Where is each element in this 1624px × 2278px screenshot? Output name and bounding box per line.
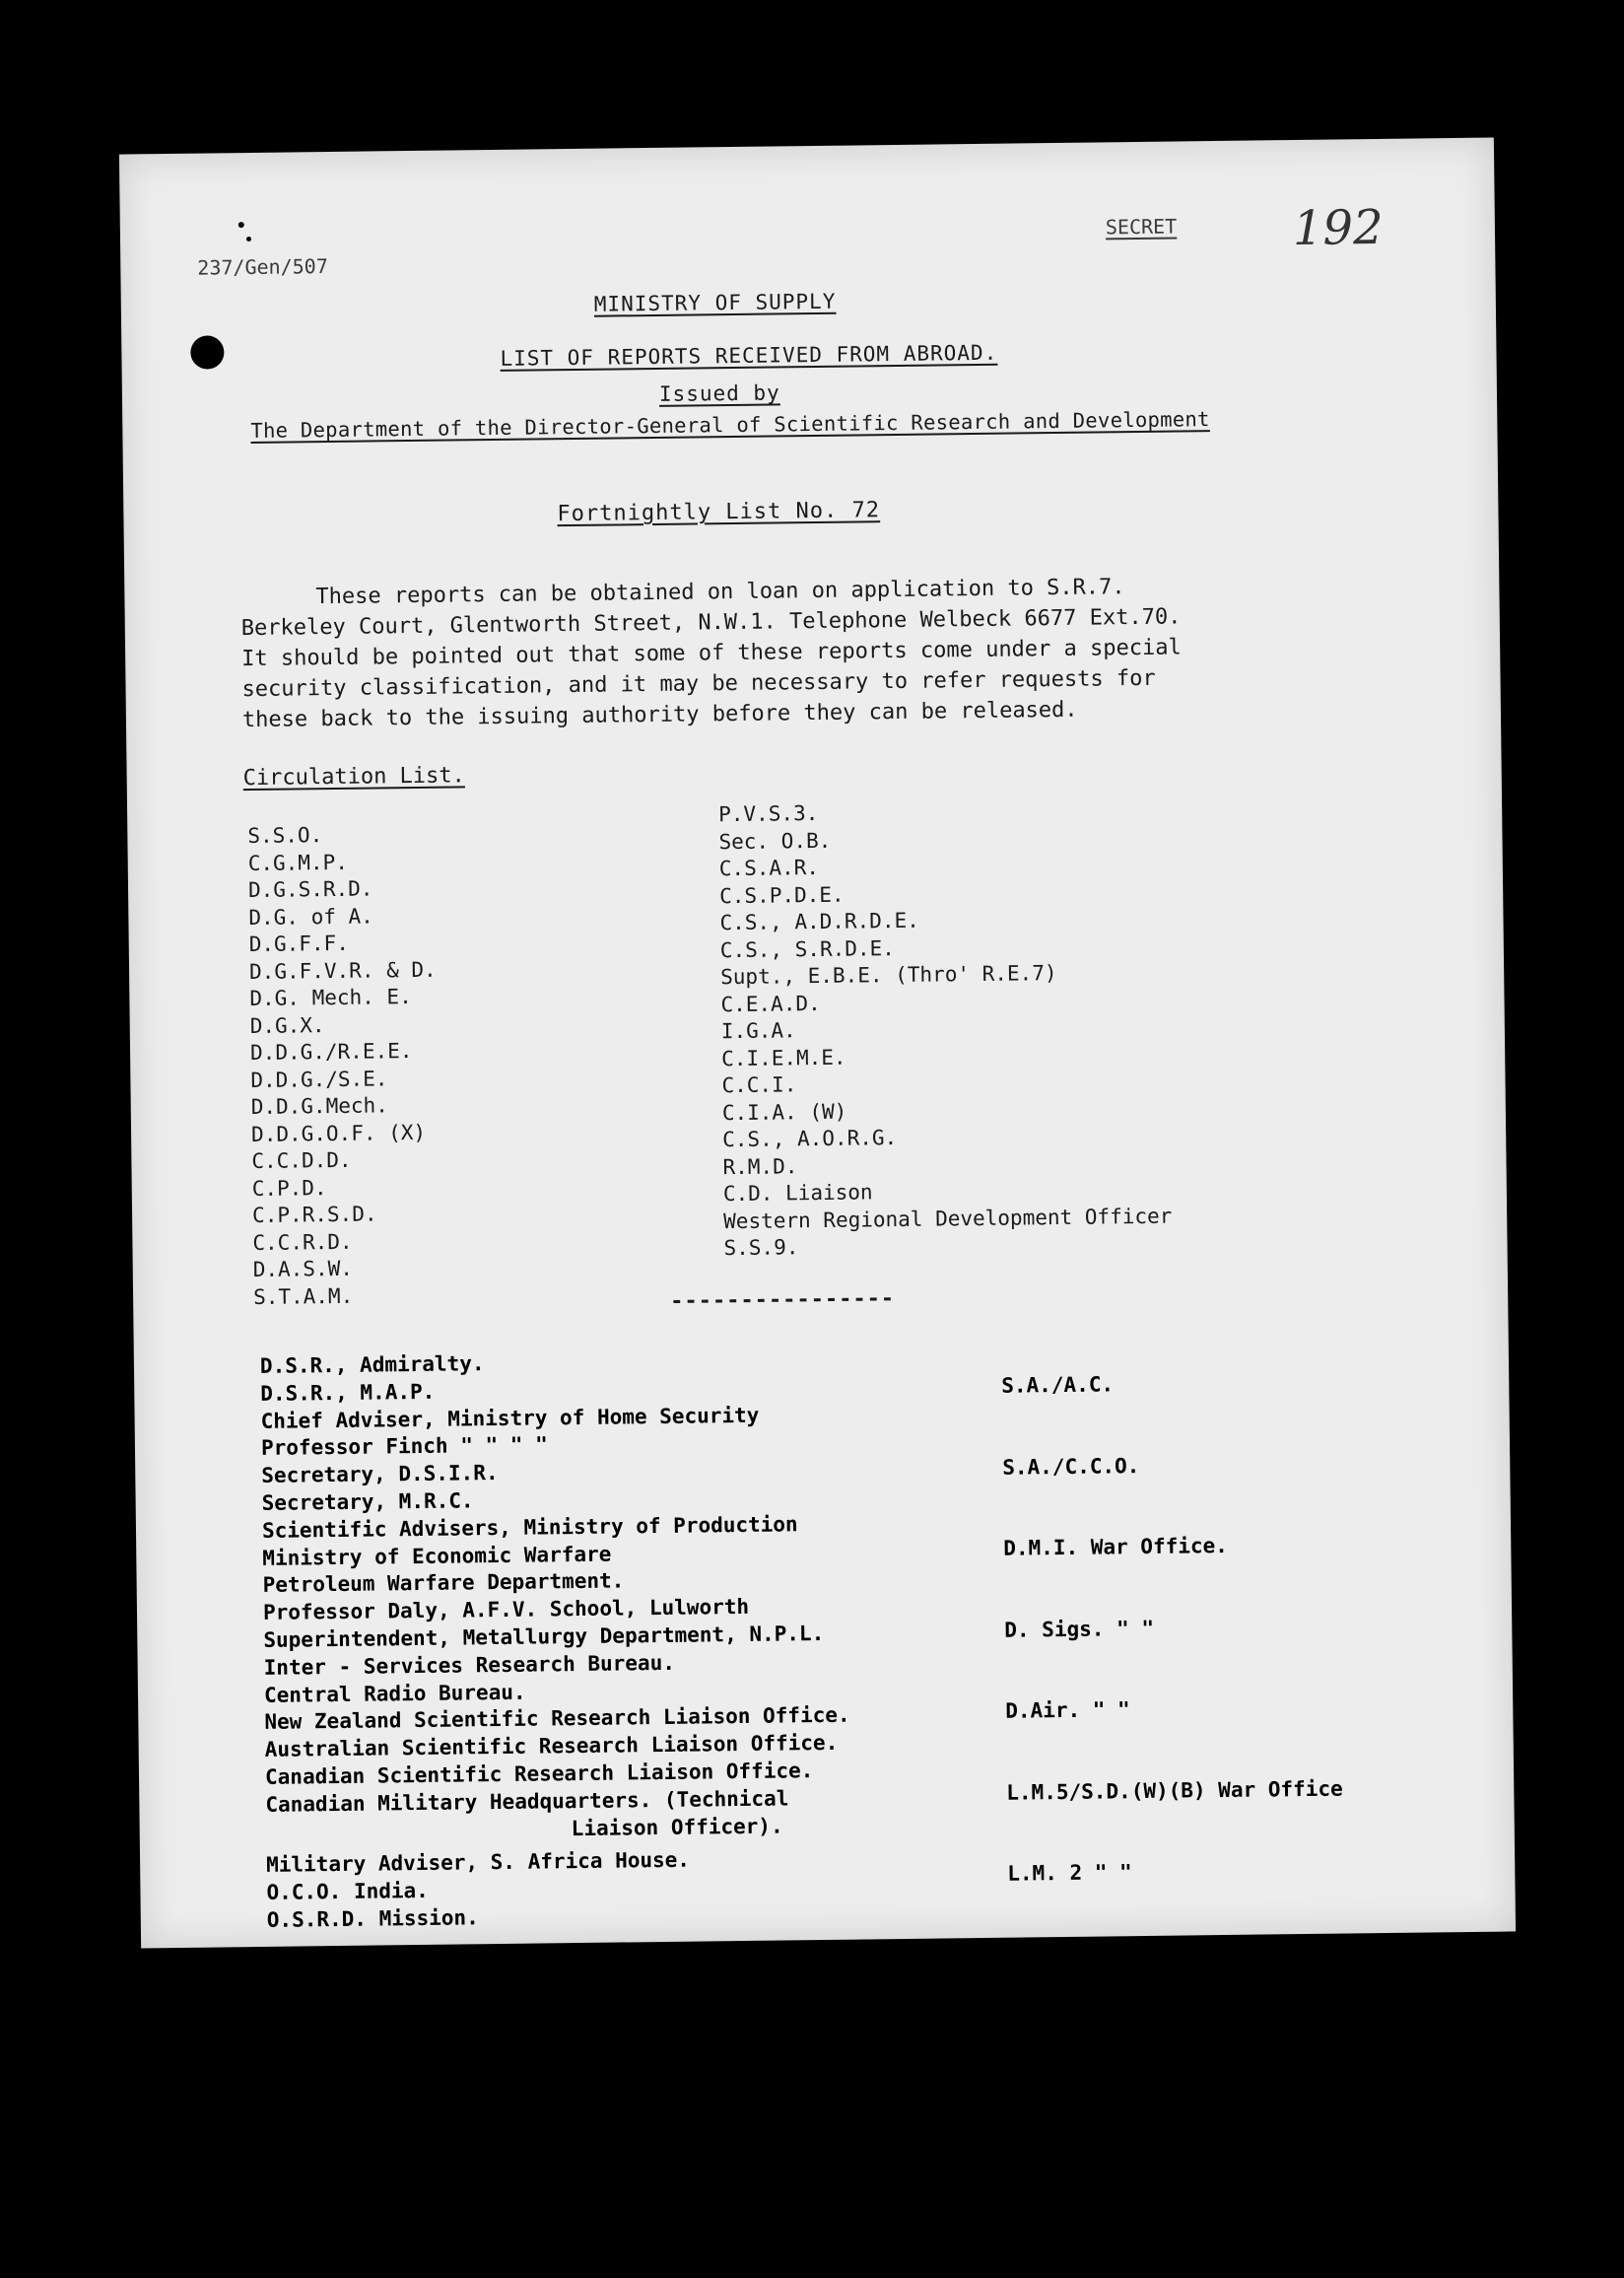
circulation-heading: Circulation List.: [242, 763, 465, 792]
list-item: C.I.A. (W): [721, 1099, 847, 1125]
list-item: D.S.R., Admiralty.: [259, 1351, 485, 1378]
list-item: D.M.T. (M.T.8) " ": [1008, 1940, 1234, 1967]
external-list-left: [260, 1346, 852, 1935]
punch-hole: [190, 335, 224, 369]
issued-by: Issued by: [658, 380, 780, 406]
list-item: D.D.G.O.F. (X): [250, 1120, 427, 1146]
list-item: C.P.D.: [251, 1175, 327, 1201]
list-item: Canadian Scientific Research Liaison Office.: [264, 1759, 814, 1789]
circulation-list-left: [247, 821, 440, 1311]
list-item: Scientific Advisers, Ministry of Production: [261, 1512, 798, 1543]
list-item: S.A./C.C.O.: [1002, 1453, 1140, 1480]
list-item: C.D. Liaison: [722, 1180, 873, 1207]
list-item: Military Adviser, S. Africa House.: [266, 1847, 691, 1878]
list-item: D.G. of A.: [248, 903, 373, 930]
list-item: D.G.F.V.R. & D.: [248, 957, 437, 984]
intro-line: Berkeley Court, Glentworth Street, N.W.1. Telephone Welbeck 6677 Ext.70.: [240, 604, 1182, 642]
list-item: C.C.R.D.: [252, 1229, 353, 1255]
list-item: D. Sigs. " ": [1004, 1616, 1155, 1642]
intro-line: these back to the issuing authority before they can be released.: [241, 697, 1078, 733]
list-item: Australian Scientific Research Liaison Office.: [264, 1730, 839, 1762]
document-page: [119, 138, 1516, 2211]
department-name: The Department of the Director-General of Scientific Research and Development: [250, 407, 1210, 443]
list-item: D.G.X.: [249, 1012, 325, 1038]
list-item: Superintendent, Metallurgy Department, N.P.L.: [263, 1621, 825, 1652]
list-item: C.S., A.D.R.D.E.: [719, 908, 919, 935]
list-item: C.S., A.O.R.G.: [722, 1126, 898, 1152]
intro-line: It should be pointed out that some of these reports come under a special: [241, 635, 1182, 672]
list-item: L.M.5/S.D.(W)(B) War Office: [1006, 1776, 1343, 1805]
list-item: D.Air. " ": [1005, 1697, 1130, 1723]
list-item: D.A.S.W.: [252, 1256, 354, 1282]
list-item: Secretary, M.R.C.: [261, 1488, 474, 1515]
list-item: P.V.S.3.: [718, 800, 819, 827]
intro-line: security classification, and it may be necessary to refer requests for: [241, 665, 1156, 703]
list-item: C.I.E.M.E.: [721, 1045, 846, 1070]
list-item: Liaison Officer).: [571, 1814, 783, 1840]
classification-stamp: SECRET: [1105, 214, 1178, 240]
ink-speck: [246, 237, 251, 242]
list-item: L.M. 2 " ": [1007, 1860, 1132, 1886]
list-item: Inter - Services Research Bureau.: [263, 1650, 676, 1680]
intro-paragraph: [240, 571, 1182, 735]
list-item: D.G.F.F.: [248, 931, 350, 957]
list-item: Secretary, D.S.I.R.: [261, 1461, 499, 1488]
list-item: S.T.A.M.: [252, 1283, 354, 1309]
list-item: C.S.A.R.: [718, 855, 820, 881]
list-item: I.G.A.: [720, 1018, 796, 1044]
ink-speck: [238, 222, 244, 228]
list-item: D.D.G./R.E.E.: [249, 1039, 413, 1066]
list-number: Fortnightly List No. 72: [557, 498, 881, 527]
list-item: D.G.S.R.D.: [247, 876, 373, 903]
list-item: Professor Daly, A.F.V. School, Lulworth: [262, 1595, 750, 1625]
list-item: C.C.I.: [721, 1072, 797, 1098]
list-item: B.C.S.O.: [1011, 2185, 1112, 2211]
file-reference: 237/Gen/507: [197, 254, 328, 280]
list-item: S.S.9.: [723, 1235, 799, 1261]
list-item: O.S.R.D. Mission.: [266, 1905, 479, 1932]
folio-number: 192: [1292, 199, 1384, 257]
list-item: D.M.I. War Office.: [1003, 1533, 1228, 1560]
list-item: Petroleum Warfare Department.: [262, 1568, 625, 1598]
list-item: D.D.G./S.E.: [250, 1066, 388, 1092]
list-item: L.D.I.: [1010, 2105, 1086, 2130]
list-item: O.C.O. India.: [266, 1879, 429, 1905]
list-item: Professor Finch " " " ": [260, 1432, 548, 1461]
list-item: Canadian Military Headquarters. (Technical: [265, 1786, 789, 1817]
list-item: C.S., S.R.D.E.: [719, 935, 895, 962]
external-list-right: [1000, 1315, 1348, 2268]
list-item: S.A./A.C.: [1001, 1372, 1115, 1398]
list-item: S.P.3(a) " ": [1009, 2022, 1160, 2048]
list-item: C.P.R.S.D.: [251, 1202, 377, 1228]
circulation-list-right: [718, 796, 1173, 1263]
list-item: D.G. Mech. E.: [249, 985, 412, 1011]
list-item: D.D.G.Mech.: [250, 1093, 388, 1120]
list-item: S.S.O.: [247, 823, 323, 849]
list-item: C.E.A.D.: [720, 991, 821, 1016]
list-item: Ministry of Economic Warfare: [262, 1542, 612, 1570]
intro-line: These reports can be obtained on loan on application to S.R.7.: [315, 575, 1125, 610]
list-item: C.S.P.D.E.: [719, 882, 845, 908]
list-item: Central Radio Bureau.: [263, 1680, 526, 1707]
list-item: R.M.D.: [722, 1153, 798, 1179]
list-item: C.C.D.D.: [251, 1147, 352, 1174]
list-item: Sec. O.B.: [718, 828, 832, 854]
list-item: New Zealand Scientific Research Liaison Office.: [264, 1703, 850, 1735]
section-divider: ----------------: [670, 1286, 896, 1314]
list-item: C.G.M.P.: [247, 850, 349, 875]
list-item: Supt., E.B.E. (Thro' R.E.7): [720, 961, 1057, 990]
document-title: LIST OF REPORTS RECEIVED FROM ABROAD.: [500, 340, 998, 371]
list-item: Chief Adviser, Ministry of Home Security: [260, 1403, 760, 1433]
list-item: Western Regional Development Officer: [723, 1204, 1173, 1233]
list-item: D.S.R., M.A.P.: [260, 1379, 436, 1406]
ministry-heading: MINISTRY OF SUPPLY: [593, 289, 837, 316]
